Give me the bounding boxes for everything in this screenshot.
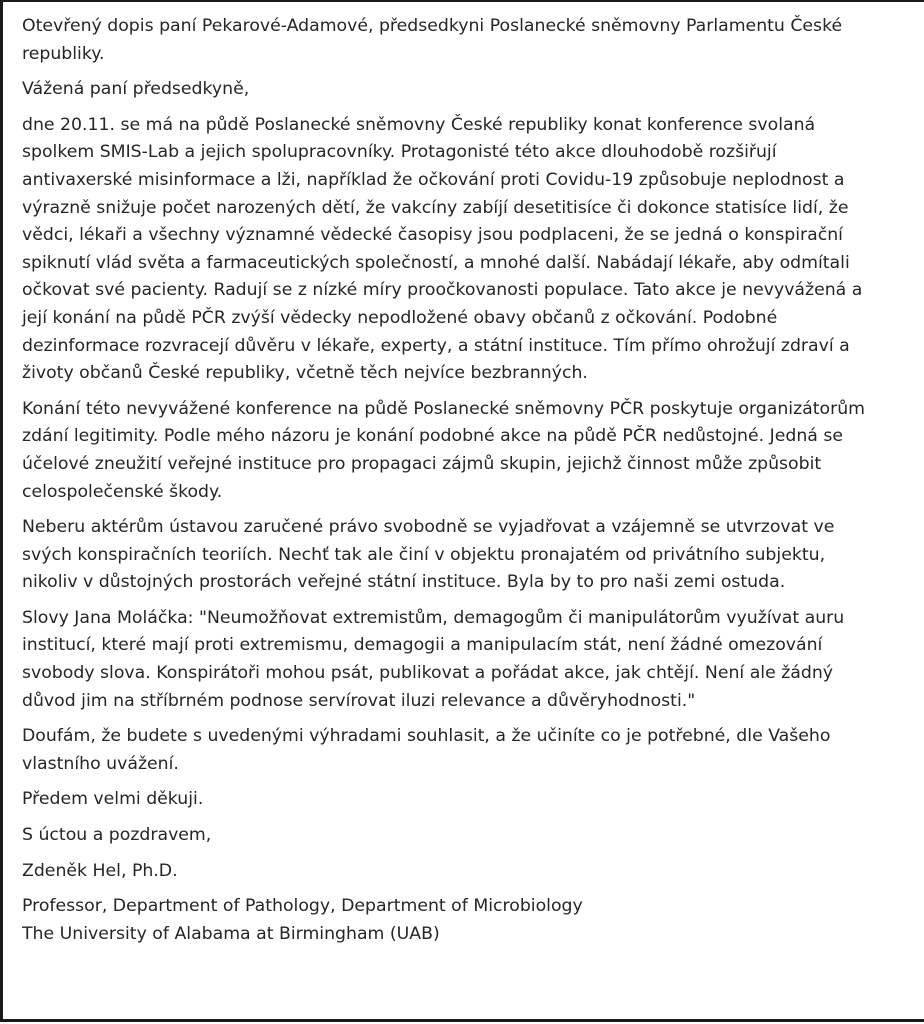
letter-salutation: Vážená paní předsedkyně, [22,79,250,100]
letter-subject: Otevřený dopis paní Pekarové-Adamové, předsedkyni Poslanecké sněmovny Parlamentu České republiky. [22,16,843,64]
letter-body [22,13,924,956]
paragraph-conference: dne 20.11. se má na půdě Poslanecké sněmovny České republiky konat konference svolaná spolkem SMIS-Lab a jejich spolupracovníky. Protagonisté této akce dlouhodobě rozšiřují antivaxerské misinformace a lži, například že očkování proti Covidu-19 způsobuje neplodnost a výrazně snižuje počet narozených dětí, že vakcíny zabíjí desetitisíce či dokonce statisíce lidí, že vědci, lékaři a všechny významné vědecké časopisy jsou podplaceni, že se jedná o konspirační spiknutí vlád světa a farmaceutických společností, a mnohé další. Nabádají lékaře, aby odmítali očkovat své pacienty. Radují se z nízké míry proočkovanosti populace. Tato akce je nevyvážená a její konání na půdě PČR zvýší vědecky nepodložené obavy občanů z očkování. Podobné dezinformace rozvracejí důvěru v lékaře, experty, a státní instituce. Tím přímo ohrožují zdraví a životy občanů České republiky, včetně těch nejvíce bezbranných. [22,114,863,384]
letter-thanks: Předem velmi děkuji. [22,789,204,810]
paragraph-free-speech: Neberu aktérům ústavou zaručené právo svobodně se vyjadřovat a vzájemně se utvrzovat ve svých konspiračních teoriích. Nechť tak ale činí v objektu pronajatém od privátního subjektu, nikoliv v důstojných prostorách veřejné státní instituce. Byla by to pro naši zemi ostuda. [22,517,835,593]
signature-title: Professor, Department of Pathology, Department of Microbiology The University of Alabama at Birmingham (UAB) [22,896,583,944]
signature-name: Zdeněk Hel, Ph.D. [22,860,178,881]
paragraph-legitimacy: Konání této nevyvážené konference na půdě Poslanecké sněmovny PČR poskytuje organizátorům zdání legitimity. Podle mého názoru je konání podobné akce na půdě PČR nedůstojné. Jedná se účelové zneužití veřejné instituce pro propagaci zájmů skupin, jejichž činnost může způsobit celospolečenské škody. [22,398,866,502]
paragraph-quote: Slovy Jana Moláčka: "Neumožňovat extremistům, demagogům či manipulátorům využívat auru institucí, které mají proti extremismu, demagogii a manipulacím stát, není žádné omezování svobody slova. Konspirátoři mohou psát, publikovat a pořádat akce, jak chtějí. Není ale žádný důvod jim na stříbrném podnose servírovat iluzi relevance a důvěryhodnosti." [22,607,845,711]
paragraph-hope: Doufám, že budete s uvedenými výhradami souhlasit, a že učiníte co je potřebné, dle Vašeho vlastního uvážení. [22,726,831,774]
letter-closing: S úctou a pozdravem, [22,825,212,846]
